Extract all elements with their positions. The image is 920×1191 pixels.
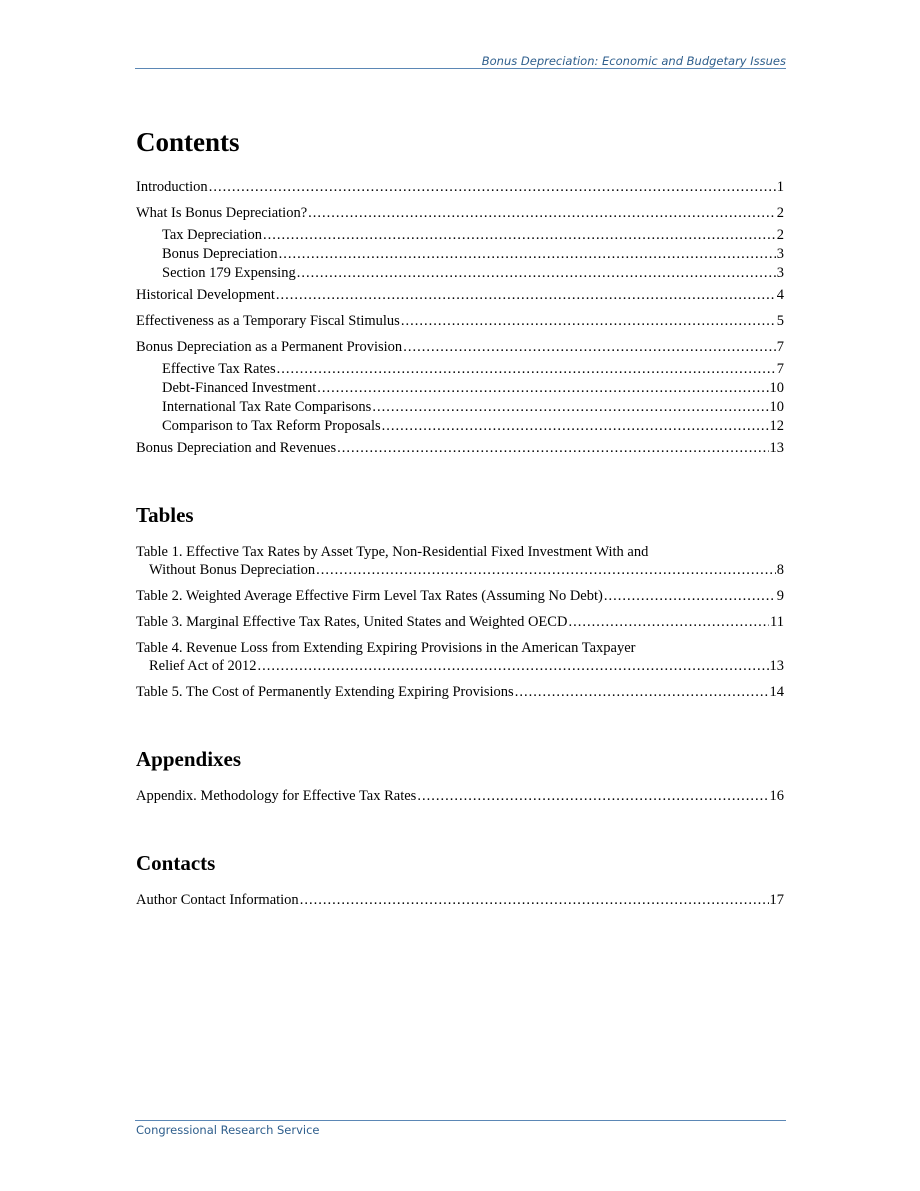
- toc-entry-page: 4: [776, 287, 784, 303]
- toc-entry-table-5[interactable]: [136, 683, 784, 701]
- toc-entry-label: Debt-Financed Investment: [162, 380, 317, 396]
- toc-entry-table-3[interactable]: [136, 613, 784, 631]
- dot-leader: [568, 613, 769, 631]
- toc-entry-page: 17: [769, 892, 784, 908]
- toc-entry-label: Effective Tax Rates: [162, 361, 276, 377]
- toc-entry-label: Tax Depreciation: [162, 227, 263, 243]
- toc-entry-page: 7: [776, 339, 784, 355]
- toc-entry-page: 8: [776, 562, 784, 578]
- toc-entry-label: Historical Development: [136, 287, 275, 303]
- dot-leader: [300, 891, 769, 909]
- toc-entry-historical-development[interactable]: [136, 286, 784, 304]
- toc-entry-page: 10: [769, 399, 784, 415]
- dot-leader: [258, 657, 769, 675]
- tables-title: Tables: [136, 503, 194, 527]
- dot-leader: [337, 439, 768, 457]
- dot-leader: [209, 178, 776, 196]
- toc-entry-permanent-provision[interactable]: [136, 338, 784, 356]
- toc-entry-label: Effectiveness as a Temporary Fiscal Stimulus: [136, 313, 400, 329]
- toc-entry-debt-financed-investment[interactable]: [136, 379, 784, 397]
- toc-entry-page: 1: [776, 179, 784, 195]
- dot-leader: [277, 360, 776, 378]
- appendixes-section: [136, 746, 784, 805]
- dot-leader: [297, 264, 776, 282]
- dot-leader: [515, 683, 769, 701]
- toc-entry-label: Introduction: [136, 179, 208, 195]
- table-of-contents: [136, 126, 784, 954]
- toc-entry-label: Author Contact Information: [136, 892, 299, 908]
- toc-entry-page: 7: [776, 361, 784, 377]
- toc-entry-label: Bonus Depreciation as a Permanent Provision: [136, 339, 403, 355]
- toc-entry-label: Table 3. Marginal Effective Tax Rates, United States and Weighted OECD: [136, 614, 568, 630]
- toc-entry-label: Appendix. Methodology for Effective Tax Rates: [136, 788, 417, 804]
- toc-entry-label: International Tax Rate Comparisons: [162, 399, 372, 415]
- toc-entry-label: Table 5. The Cost of Permanently Extending Expiring Provisions: [136, 684, 514, 700]
- toc-entry-what-is-bonus-depreciation[interactable]: [136, 204, 784, 222]
- toc-entry-label: What Is Bonus Depreciation?: [136, 205, 308, 221]
- contacts-section: [136, 850, 784, 909]
- toc-entry-table-4[interactable]: [136, 639, 784, 675]
- toc-entry-label: Table 2. Weighted Average Effective Firm Level Tax Rates (Assuming No Debt): [136, 588, 603, 604]
- toc-entry-page: 9: [776, 588, 784, 604]
- toc-entry-label-line2: Without Bonus Depreciation: [149, 562, 316, 578]
- toc-entry-temporary-fiscal-stimulus[interactable]: [136, 312, 784, 330]
- toc-entry-tax-depreciation[interactable]: [136, 226, 784, 244]
- toc-entry-table-1[interactable]: [136, 543, 784, 579]
- toc-entry-page: 10: [769, 380, 784, 396]
- toc-entry-introduction[interactable]: [136, 178, 784, 196]
- toc-entry-tax-reform-proposals[interactable]: [136, 417, 784, 435]
- toc-entry-page: 13: [769, 658, 784, 674]
- running-header: Bonus Depreciation: Economic and Budgetary Issues: [481, 54, 786, 68]
- appendixes-title: Appendixes: [136, 747, 242, 771]
- dot-leader: [317, 379, 768, 397]
- header-rule: [135, 68, 786, 69]
- toc-entry-page: 3: [776, 246, 784, 262]
- toc-entry-continuation: [136, 561, 784, 579]
- toc-entry-page: 16: [769, 788, 784, 804]
- dot-leader: [276, 286, 776, 304]
- contacts-title: Contacts: [136, 851, 216, 875]
- toc-entry-continuation: [136, 657, 784, 675]
- footer-organization: Congressional Research Service: [136, 1123, 320, 1137]
- dot-leader: [372, 398, 768, 416]
- toc-entry-label-line1: Table 1. Effective Tax Rates by Asset Type, Non-Residential Fixed Investment With and: [136, 544, 649, 560]
- contents-title: Contents: [136, 127, 240, 157]
- toc-entry-effective-tax-rates[interactable]: [136, 360, 784, 378]
- toc-entry-bonus-depreciation[interactable]: [136, 245, 784, 263]
- toc-entry-page: 2: [776, 227, 784, 243]
- toc-entry-label: Bonus Depreciation: [162, 246, 278, 262]
- toc-entry-label-line1: Table 4. Revenue Loss from Extending Expiring Provisions in the American Taxpayer: [136, 640, 636, 656]
- dot-leader: [316, 561, 776, 579]
- dot-leader: [604, 587, 776, 605]
- toc-entry-label: Bonus Depreciation and Revenues: [136, 440, 337, 456]
- toc-entry-label: Comparison to Tax Reform Proposals: [162, 418, 381, 434]
- dot-leader: [403, 338, 776, 356]
- dot-leader: [417, 787, 768, 805]
- toc-entry-label: Section 179 Expensing: [162, 265, 296, 281]
- toc-entry-table-2[interactable]: [136, 587, 784, 605]
- toc-entry-page: 2: [776, 205, 784, 221]
- toc-entry-page: 11: [770, 614, 784, 630]
- dot-leader: [308, 204, 776, 222]
- dot-leader: [401, 312, 776, 330]
- toc-entry-appendix-methodology[interactable]: [136, 787, 784, 805]
- dot-leader: [279, 245, 776, 263]
- toc-entry-section-179-expensing[interactable]: [136, 264, 784, 282]
- dot-leader: [382, 417, 769, 435]
- toc-entry-page: 12: [769, 418, 784, 434]
- toc-entry-label-line2: Relief Act of 2012: [149, 658, 257, 674]
- footer-rule: [135, 1120, 786, 1121]
- contents-section: [136, 126, 784, 457]
- dot-leader: [263, 226, 776, 244]
- toc-entry-international-comparisons[interactable]: [136, 398, 784, 416]
- toc-entry-bonus-depreciation-revenues[interactable]: [136, 439, 784, 457]
- toc-entry-author-contact[interactable]: [136, 891, 784, 909]
- toc-entry-page: 13: [769, 440, 784, 456]
- toc-entry-page: 14: [769, 684, 784, 700]
- tables-section: [136, 502, 784, 701]
- toc-entry-page: 5: [776, 313, 784, 329]
- toc-entry-page: 3: [776, 265, 784, 281]
